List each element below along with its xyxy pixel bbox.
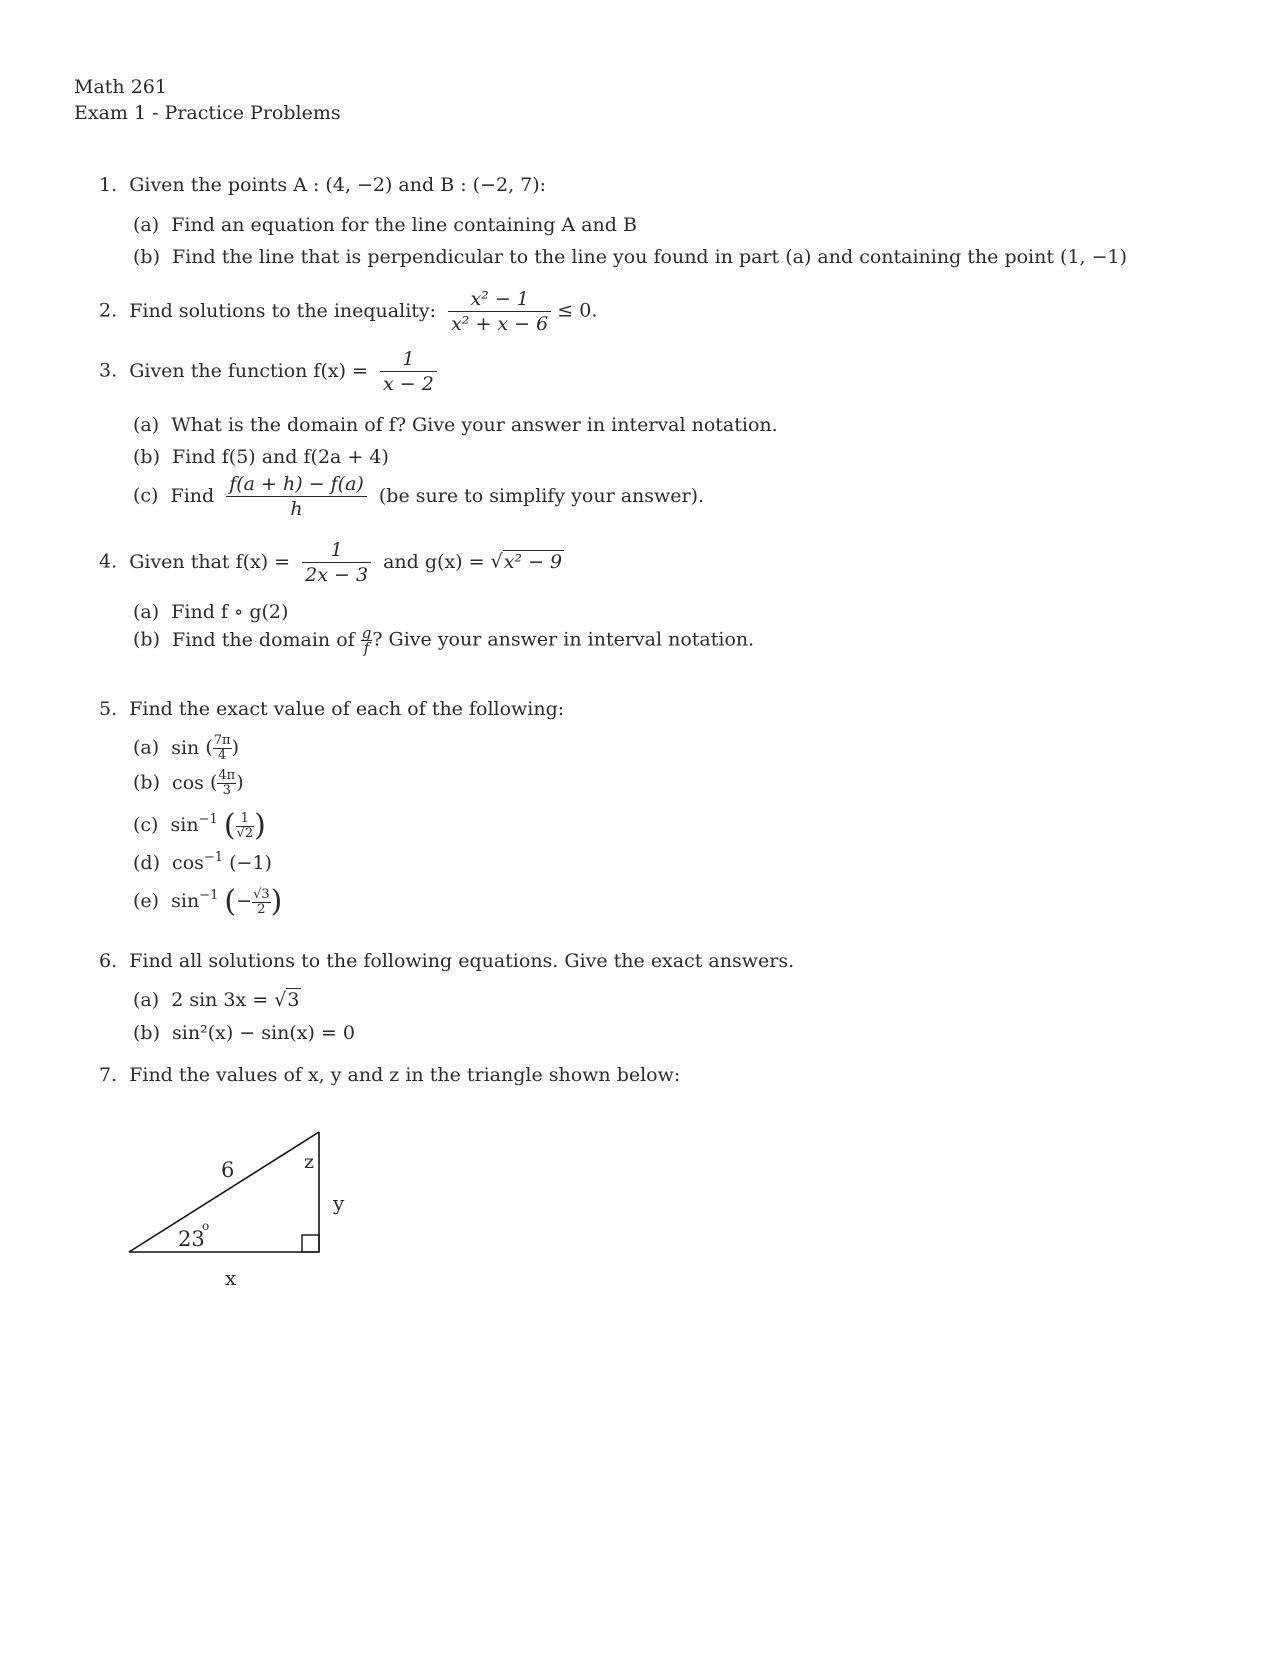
fraction-numerator: 4π bbox=[218, 768, 236, 783]
inverse-exponent: −1 bbox=[198, 812, 218, 827]
trig-function: cos bbox=[172, 852, 204, 874]
equation-text: 2 sin 3x = bbox=[171, 989, 269, 1011]
fraction-numerator: √3 bbox=[253, 886, 270, 902]
part-text: Find bbox=[170, 484, 215, 507]
fraction-denominator: √2 bbox=[236, 825, 254, 841]
trig-function: sin bbox=[171, 890, 200, 912]
fraction-denominator: 3 bbox=[222, 783, 231, 798]
part-text: Find f(5) and f(2a + 4) bbox=[172, 446, 389, 468]
problem-stem: Find the exact value of each of the following: bbox=[129, 698, 565, 720]
problem-number: 5. bbox=[99, 698, 118, 720]
open-paren: ( bbox=[205, 736, 213, 759]
radicand: 3 bbox=[287, 989, 300, 1011]
trig-function: cos bbox=[172, 771, 204, 794]
radicand: x² − 9 bbox=[503, 550, 563, 573]
part-label: (a) bbox=[133, 214, 160, 236]
fraction-denominator: h bbox=[290, 498, 303, 520]
problem-stem: Given the function f(x) = bbox=[129, 359, 368, 382]
problem-stem: Find solutions to the inequality: bbox=[129, 299, 437, 322]
degree-mark: o bbox=[202, 1219, 210, 1233]
open-paren: ( bbox=[223, 808, 236, 843]
side-y-label: y bbox=[333, 1191, 345, 1215]
fraction-numerator: f(a + h) − f(a) bbox=[226, 472, 367, 497]
fraction-numerator: 1 bbox=[380, 347, 437, 372]
radical-sign: √ bbox=[274, 989, 287, 1011]
document-title: Exam 1 - Practice Problems bbox=[74, 102, 341, 124]
close-paren: ) bbox=[236, 771, 244, 794]
problem-number: 1. bbox=[99, 174, 118, 196]
course-name: Math 261 bbox=[74, 76, 167, 98]
fraction-denominator: x² + x − 6 bbox=[451, 313, 549, 335]
part-tail: (be sure to simplify your answer). bbox=[378, 484, 705, 507]
part-label: (c) bbox=[133, 814, 159, 836]
part-label: (b) bbox=[133, 628, 160, 651]
part-label: (b) bbox=[133, 771, 160, 794]
problem-number: 6. bbox=[99, 950, 118, 972]
inequality-tail: ≤ 0. bbox=[557, 299, 598, 322]
part-label: (a) bbox=[133, 736, 160, 759]
part-label: (e) bbox=[133, 890, 160, 912]
part-text: Find the line that is perpendicular to the line you found in part (a) and containing the point (1, −1) bbox=[172, 246, 1128, 268]
problem-number: 7. bbox=[99, 1064, 118, 1086]
inverse-exponent: −1 bbox=[199, 888, 219, 903]
side-z-label: z bbox=[304, 1151, 315, 1173]
problem-stem: Find the values of x, y and z in the triangle shown below: bbox=[129, 1064, 681, 1086]
problem-stem: Given that f(x) = bbox=[129, 550, 291, 573]
inverse-exponent: −1 bbox=[203, 850, 224, 865]
fraction-denominator: 4 bbox=[218, 748, 227, 763]
fraction-denominator: 2x − 3 bbox=[305, 564, 369, 586]
g-definition: and g(x) = bbox=[383, 550, 485, 573]
part-text: Find the domain of bbox=[172, 628, 355, 651]
part-label: (b) bbox=[133, 1022, 160, 1044]
fraction-numerator: g bbox=[361, 624, 372, 642]
problem-number: 4. bbox=[99, 550, 118, 573]
fraction-denominator: 2 bbox=[257, 901, 266, 917]
part-label: (b) bbox=[133, 246, 160, 268]
part-text: Find f ∘ g(2) bbox=[171, 601, 289, 623]
trig-function: sin bbox=[171, 736, 200, 759]
part-text: Find an equation for the line containing A and B bbox=[171, 214, 637, 236]
fraction-numerator: 1 bbox=[236, 812, 255, 827]
part-label: (a) bbox=[133, 414, 160, 436]
problem-stem: Find all solutions to the following equations. Give the exact answers. bbox=[129, 950, 795, 972]
problem-number: 3. bbox=[99, 359, 118, 382]
minus-sign: − bbox=[236, 890, 253, 912]
close-paren: ) bbox=[270, 884, 283, 919]
equation-text: sin²(x) − sin(x) = 0 bbox=[172, 1022, 355, 1044]
fraction-denominator: x − 2 bbox=[383, 373, 434, 395]
right-angle-marker bbox=[302, 1235, 319, 1252]
open-paren: ( bbox=[209, 771, 218, 794]
fraction-denominator: f bbox=[363, 639, 370, 657]
angle-label: 23 bbox=[178, 1227, 205, 1251]
open-paren: ( bbox=[224, 884, 237, 919]
trig-argument: (−1) bbox=[229, 852, 272, 874]
trig-function: sin bbox=[170, 814, 199, 836]
close-paren: ) bbox=[231, 736, 239, 759]
part-tail: ? Give your answer in interval notation. bbox=[372, 628, 755, 651]
fraction-numerator: 1 bbox=[302, 538, 371, 563]
part-label: (a) bbox=[133, 989, 160, 1011]
part-label: (a) bbox=[133, 601, 160, 623]
hypotenuse-label: 6 bbox=[221, 1158, 235, 1182]
part-text: What is the domain of f? Give your answer in interval notation. bbox=[171, 414, 778, 436]
fraction-numerator: 7π bbox=[213, 733, 231, 748]
part-label: (b) bbox=[133, 446, 160, 468]
fraction-numerator: x² − 1 bbox=[448, 287, 551, 312]
close-paren: ) bbox=[254, 808, 266, 843]
problem-stem: Given the points A : (4, −2) and B : (−2, 7): bbox=[129, 174, 547, 196]
part-label: (c) bbox=[133, 484, 159, 507]
radical-sign: √ bbox=[490, 550, 503, 573]
problem-number: 2. bbox=[99, 299, 118, 322]
part-label: (d) bbox=[133, 852, 160, 874]
side-x-label: x bbox=[225, 1266, 237, 1290]
triangle-hypotenuse bbox=[129, 1132, 319, 1252]
